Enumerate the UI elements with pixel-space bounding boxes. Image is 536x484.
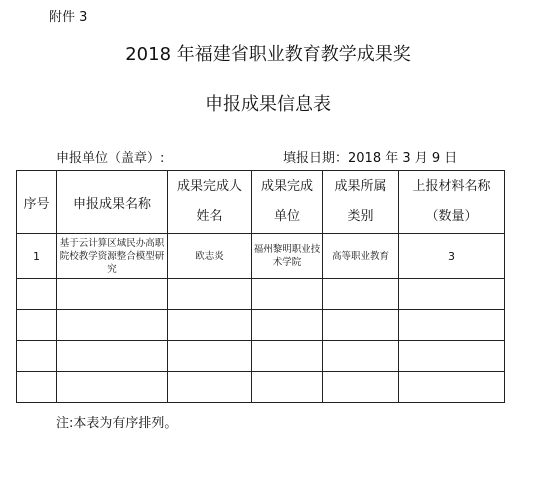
empty-cell	[17, 279, 57, 310]
header-person-line1: 成果完成人	[176, 179, 242, 194]
empty-cell	[399, 372, 505, 403]
header-materials-line2: （数量）	[425, 209, 478, 224]
date-field: 填报日期：2018 年 3 月 9 日	[283, 151, 458, 166]
table-row-empty	[17, 310, 505, 341]
table-row-empty	[17, 279, 505, 310]
table-note: 注:本表为有序排列。	[56, 416, 178, 431]
empty-cell	[57, 279, 168, 310]
row-person: 欧志炎	[168, 234, 252, 279]
empty-cell	[168, 341, 252, 372]
table-row-empty	[17, 372, 505, 403]
empty-cell	[57, 341, 168, 372]
header-unit	[252, 171, 323, 234]
empty-cell	[323, 372, 399, 403]
empty-cell	[252, 341, 323, 372]
header-name: 申报成果名称	[57, 171, 168, 234]
row-name: 基于云计算区域民办高职院校教学资源整合模型研究	[57, 234, 168, 279]
row-materials: 3	[399, 234, 505, 279]
empty-cell	[252, 279, 323, 310]
attachment-label: 附件 3	[49, 10, 88, 25]
row-seq: 1	[17, 234, 57, 279]
empty-cell	[17, 341, 57, 372]
empty-cell	[399, 341, 505, 372]
achievement-table	[16, 170, 505, 403]
table-row-empty	[17, 341, 505, 372]
empty-cell	[168, 279, 252, 310]
header-materials-line1: 上报材料名称	[412, 179, 491, 194]
document-title: 2018 年福建省职业教育教学成果奖	[125, 44, 411, 65]
empty-cell	[168, 310, 252, 341]
row-category: 高等职业教育	[323, 234, 399, 279]
document-subtitle: 申报成果信息表	[205, 94, 331, 115]
row-unit: 福州黎明职业技术学院	[252, 234, 323, 279]
empty-cell	[323, 341, 399, 372]
empty-cell	[252, 310, 323, 341]
empty-cell	[57, 372, 168, 403]
empty-cell	[252, 372, 323, 403]
header-unit-line1: 成果完成	[260, 179, 313, 194]
empty-cell	[399, 310, 505, 341]
table-row	[17, 234, 505, 279]
header-category	[323, 171, 399, 234]
empty-cell	[323, 310, 399, 341]
empty-cell	[57, 310, 168, 341]
header-person	[168, 171, 252, 234]
empty-cell	[17, 372, 57, 403]
header-person-line2: 姓名	[196, 209, 223, 224]
empty-cell	[168, 372, 252, 403]
header-seq: 序号	[17, 171, 57, 234]
header-category-line1: 成果所属	[334, 179, 387, 194]
header-materials	[399, 171, 505, 234]
empty-cell	[323, 279, 399, 310]
empty-cell	[17, 310, 57, 341]
applicant-field: 申报单位（盖章）:	[56, 151, 165, 166]
empty-cell	[399, 279, 505, 310]
table-header-row	[17, 171, 505, 234]
header-unit-line2: 单位	[273, 209, 300, 224]
header-category-line2: 类别	[347, 209, 374, 224]
